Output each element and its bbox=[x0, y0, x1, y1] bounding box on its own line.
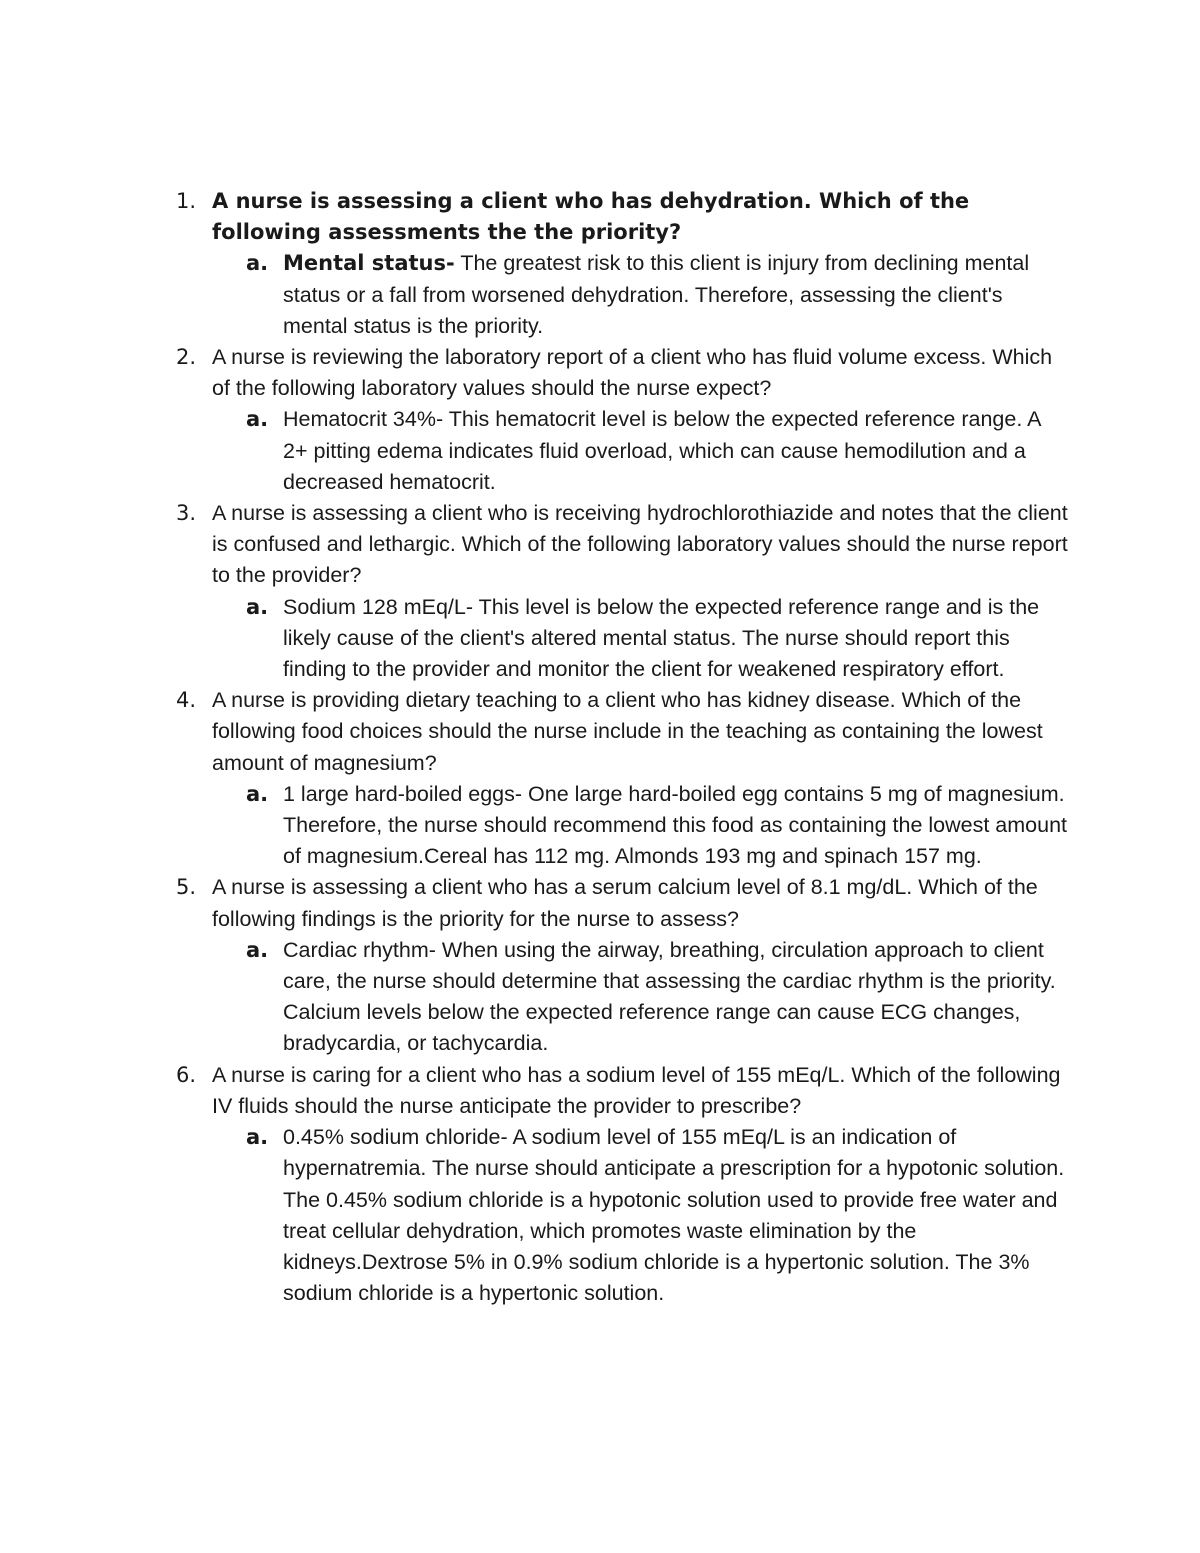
answer-item bbox=[212, 404, 1070, 498]
answer-list bbox=[212, 1122, 1070, 1309]
question-text: A nurse is assessing a client who has a serum calcium level of 8.1 mg/dL. Which of the following findings is the priority for the nurse to assess? bbox=[212, 875, 1038, 931]
answer-item bbox=[212, 779, 1070, 873]
answer-marker: a. bbox=[246, 251, 269, 276]
answer-list bbox=[212, 935, 1070, 1060]
question-item bbox=[170, 186, 1070, 342]
answer-text: The greatest risk to this client is injury from declining mental status or a fall from worsened dehydration. Therefore, assessing the client's mental status is the priority. bbox=[283, 251, 1030, 338]
answer-list bbox=[212, 404, 1070, 498]
answer-text: Cardiac rhythm- When using the airway, breathing, circulation approach to client care, the nurse should determine that assessing the cardiac rhythm is the priority. Calcium levels below the expected reference range can cause ECG changes, bradycardia, or tachycardia. bbox=[283, 937, 1056, 1056]
question-number: 6. bbox=[176, 1062, 197, 1087]
question-text: A nurse is caring for a client who has a sodium level of 155 mEq/L. Which of the following IV fluids should the nurse anticipate the provider to prescribe? bbox=[212, 1062, 1061, 1118]
answer-marker: a. bbox=[246, 407, 269, 432]
question-list bbox=[170, 186, 1070, 1309]
answer-text: Sodium 128 mEq/L- This level is below the expected reference range and is the likely cause of the client's altered mental status. The nurse should report this finding to the provider and monitor the client for weakened respiratory effort. bbox=[283, 594, 1040, 682]
answer-marker: a. bbox=[246, 1125, 269, 1150]
question-number: 4. bbox=[176, 688, 197, 713]
answer-item bbox=[212, 248, 1070, 342]
answer-list bbox=[212, 779, 1070, 873]
question-item bbox=[170, 342, 1070, 498]
answer-item bbox=[212, 935, 1070, 1060]
answer-item bbox=[212, 592, 1070, 686]
question-text: A nurse is reviewing the laboratory report of a client who has fluid volume excess. Which of the following laboratory values should the nurse expect? bbox=[212, 345, 1053, 401]
question-number: 2. bbox=[176, 345, 197, 370]
answer-item bbox=[212, 1122, 1070, 1309]
answer-list bbox=[212, 592, 1070, 686]
question-number: 3. bbox=[176, 501, 197, 526]
question-text: A nurse is assessing a client who is receiving hydrochlorothiazide and notes that the client is confused and lethargic. Which of the following laboratory values should the nurse report to the provider? bbox=[212, 501, 1068, 588]
question-number: 5. bbox=[176, 875, 197, 900]
question-number: 1. bbox=[176, 189, 197, 213]
answer-marker: a. bbox=[246, 781, 269, 806]
question-text: A nurse is providing dietary teaching to a client who has kidney disease. Which of the following food choices should the nurse include in the teaching as containing the lowest amount of magnesium? bbox=[212, 688, 1043, 775]
question-item bbox=[170, 498, 1070, 685]
question-text: A nurse is assessing a client who has dehydration. Which of the following assessments the the priority? bbox=[212, 189, 970, 245]
question-item bbox=[170, 685, 1070, 872]
answer-marker: a. bbox=[246, 937, 269, 962]
answer-text: 0.45% sodium chloride- A sodium level of 155 mEq/L is an indication of hypernatremia. The nurse should anticipate a prescription for a hypotonic solution. The 0.45% sodium chloride is a hypotonic solution used to provide free water and treat cellular dehydration, which promotes waste elimination by the kidneys.Dextrose 5% in 0.9% sodium chloride is a hypertonic solution. The 3% sodium chloride is a hypertonic solution. bbox=[283, 1125, 1065, 1306]
answer-list bbox=[212, 248, 1070, 342]
answer-marker: a. bbox=[246, 594, 269, 619]
answer-lead: Mental status- bbox=[283, 251, 455, 276]
answer-text: 1 large hard-boiled eggs- One large hard-boiled egg contains 5 mg of magnesium. Therefore, the nurse should recommend this food as containing the lowest amount of magnesium.Cereal has 112 mg. Almonds 193 mg and spinach 157 mg. bbox=[283, 781, 1068, 869]
answer-text: Hematocrit 34%- This hematocrit level is below the expected reference range. A 2+ pitting edema indicates fluid overload, which can cause hemodilution and a decreased hematocrit. bbox=[283, 407, 1041, 494]
question-item bbox=[170, 1060, 1070, 1310]
question-item bbox=[170, 872, 1070, 1059]
